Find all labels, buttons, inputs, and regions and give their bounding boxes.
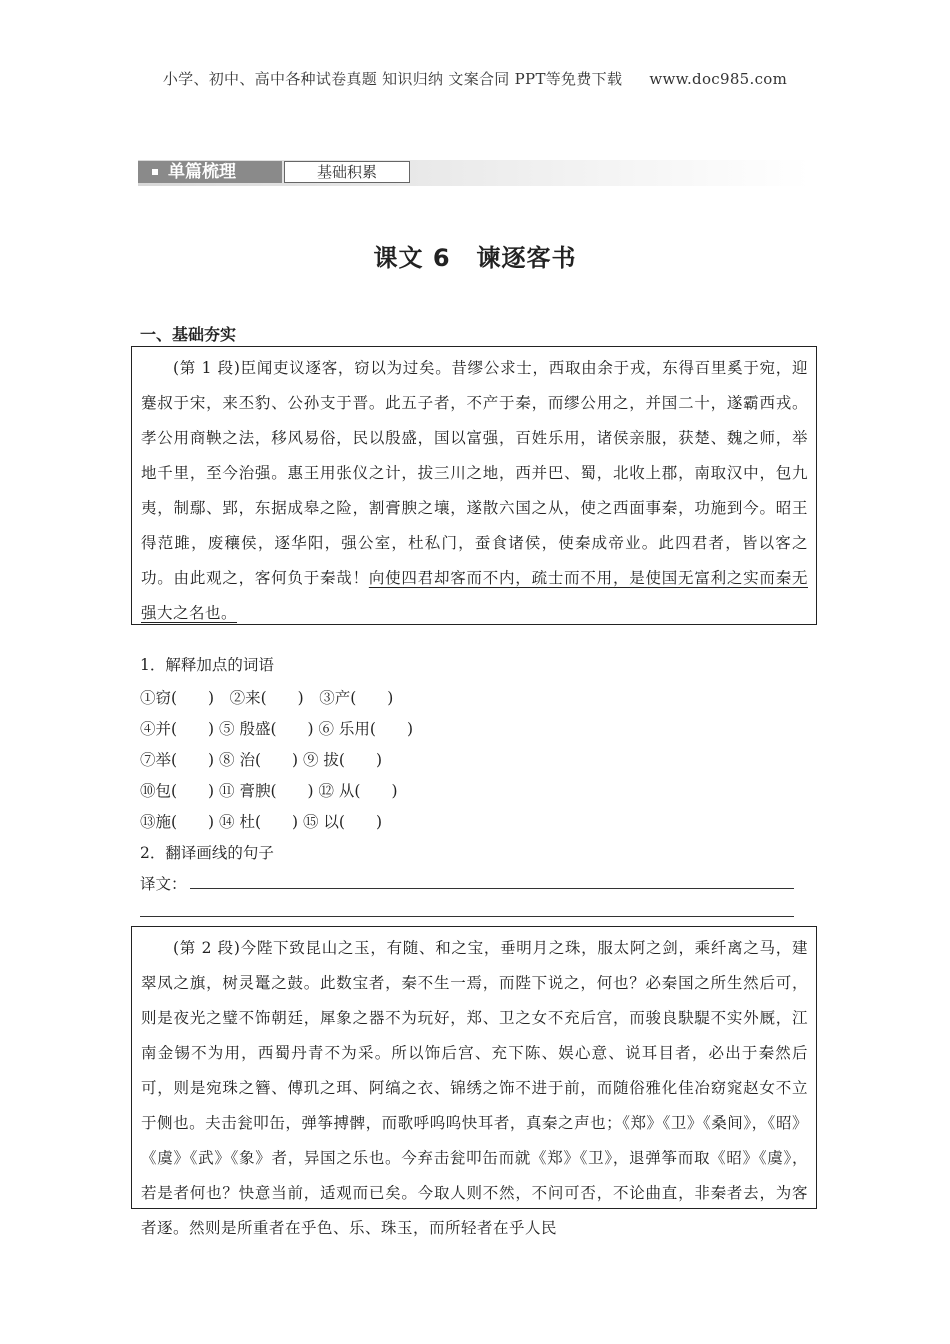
title-lesson-name: 谏逐客书 bbox=[476, 244, 577, 272]
translation-answer-line-1[interactable] bbox=[190, 888, 794, 889]
passage-box-2 bbox=[131, 926, 817, 1237]
translation-label: 译文： bbox=[140, 875, 187, 893]
question-1-title: 1．解释加点的词语 bbox=[140, 656, 274, 674]
question-1-row: ⑩包( ) ⑪ 膏腴( ) ⑫ 从( ) bbox=[140, 782, 398, 800]
passage-2-text: (第 2 段)今陛下致昆山之玉，有随、和之宝，垂明月之珠，服太阿之剑，乘纤离之马，建翠凤之旗，树灵鼍之鼓。此数宝者，秦不生一焉，而陛下说之，何也？必秦国之所生然后可，则是夜光之璧不饰朝廷，犀象之器不为玩好，郑、卫之女不充后宫，而骏良駃騠不实外厩，江南金锡不为用，西蜀丹青不为采。所以饰后宫、充下陈、娱心意、说耳目者，必出于秦然后可，则是宛珠之簪、傅玑之珥、阿缟之衣、锦绣之饰不进于前，而随俗雅化佳冶窈窕赵女不立于侧也。夫击瓮叩缶，弹筝搏髀，而歌呼呜呜快耳者，真秦之声也；《郑》《卫》《桑间》，《昭》《虞》《武》《象》者，异国之乐也。今弃击瓮叩缶而就《郑》《卫》，退弹筝而取《昭》《虞》，若是者何也？快意当前，适观而已矣。今取人则不然，不问可否，不论曲直，非秦者去，为客者逐。然则是所重者在乎色、乐、珠玉，而所轻者在乎人民 bbox=[141, 939, 808, 1237]
header-site: www.doc985.com bbox=[649, 70, 788, 88]
question-2-title: 2．翻译画线的句子 bbox=[140, 844, 274, 862]
passage-box-1 bbox=[131, 346, 817, 625]
square-bullet-icon bbox=[152, 169, 158, 175]
question-1-row: ⑦举( ) ⑧ 治( ) ⑨ 拔( ) bbox=[140, 751, 382, 769]
passage-1-text: (第 1 段)臣闻吏议逐客，窃以为过矣。昔缪公求士，西取由余于戎，东得百里奚于宛，迎蹇叔于宋，来丕豹、公孙支于晋。此五子者，不产于秦，而缪公用之，并国二十，遂霸西戎。孝公用商鞅之法，移风易俗，民以殷盛，国以富强，百姓乐用，诸侯亲服，获楚、魏之师，举地千里，至今治强。惠王用张仪之计，拔三川之地，西并巴、蜀，北收上郡，南取汉中，包九夷，制鄢、郢，东据成皋之险，割膏腴之壤，遂散六国之从，使之西面事秦，功施到今。昭王得范雎，废穰侯，逐华阳，强公室，杜私门，蚕食诸侯，使秦成帝业。此四君者，皆以客之功。由此观之，客何负于秦哉！ bbox=[141, 359, 808, 587]
page-header bbox=[0, 68, 950, 89]
section-heading: 一、基础夯实 bbox=[140, 325, 237, 344]
title-lesson-number: 课文 6 bbox=[373, 244, 451, 272]
question-1-row: ⑬施( ) ⑭ 杜( ) ⑮ 以( ) bbox=[140, 813, 382, 831]
question-1-row: ①窃( ) ②来( ) ③产( ) bbox=[140, 689, 394, 707]
banner-tab-primary bbox=[138, 161, 282, 183]
banner-tab-primary-label: 单篇梳理 bbox=[168, 162, 236, 182]
page-title bbox=[0, 238, 950, 273]
question-1-row: ④并( ) ⑤ 殷盛( ) ⑥ 乐用( ) bbox=[140, 720, 413, 738]
translation-answer-line-2[interactable] bbox=[140, 916, 794, 917]
section-banner bbox=[138, 160, 810, 186]
header-text: 小学、初中、高中各种试卷真题 知识归纳 文案合同 PPT等免费下载 bbox=[162, 70, 623, 88]
passage-1-underlined: 向使四君却客而不内，疏士而不用，是使国无富利之实而秦无强大之名也。 bbox=[141, 569, 808, 622]
banner-tab-secondary: 基础积累 bbox=[284, 161, 410, 183]
